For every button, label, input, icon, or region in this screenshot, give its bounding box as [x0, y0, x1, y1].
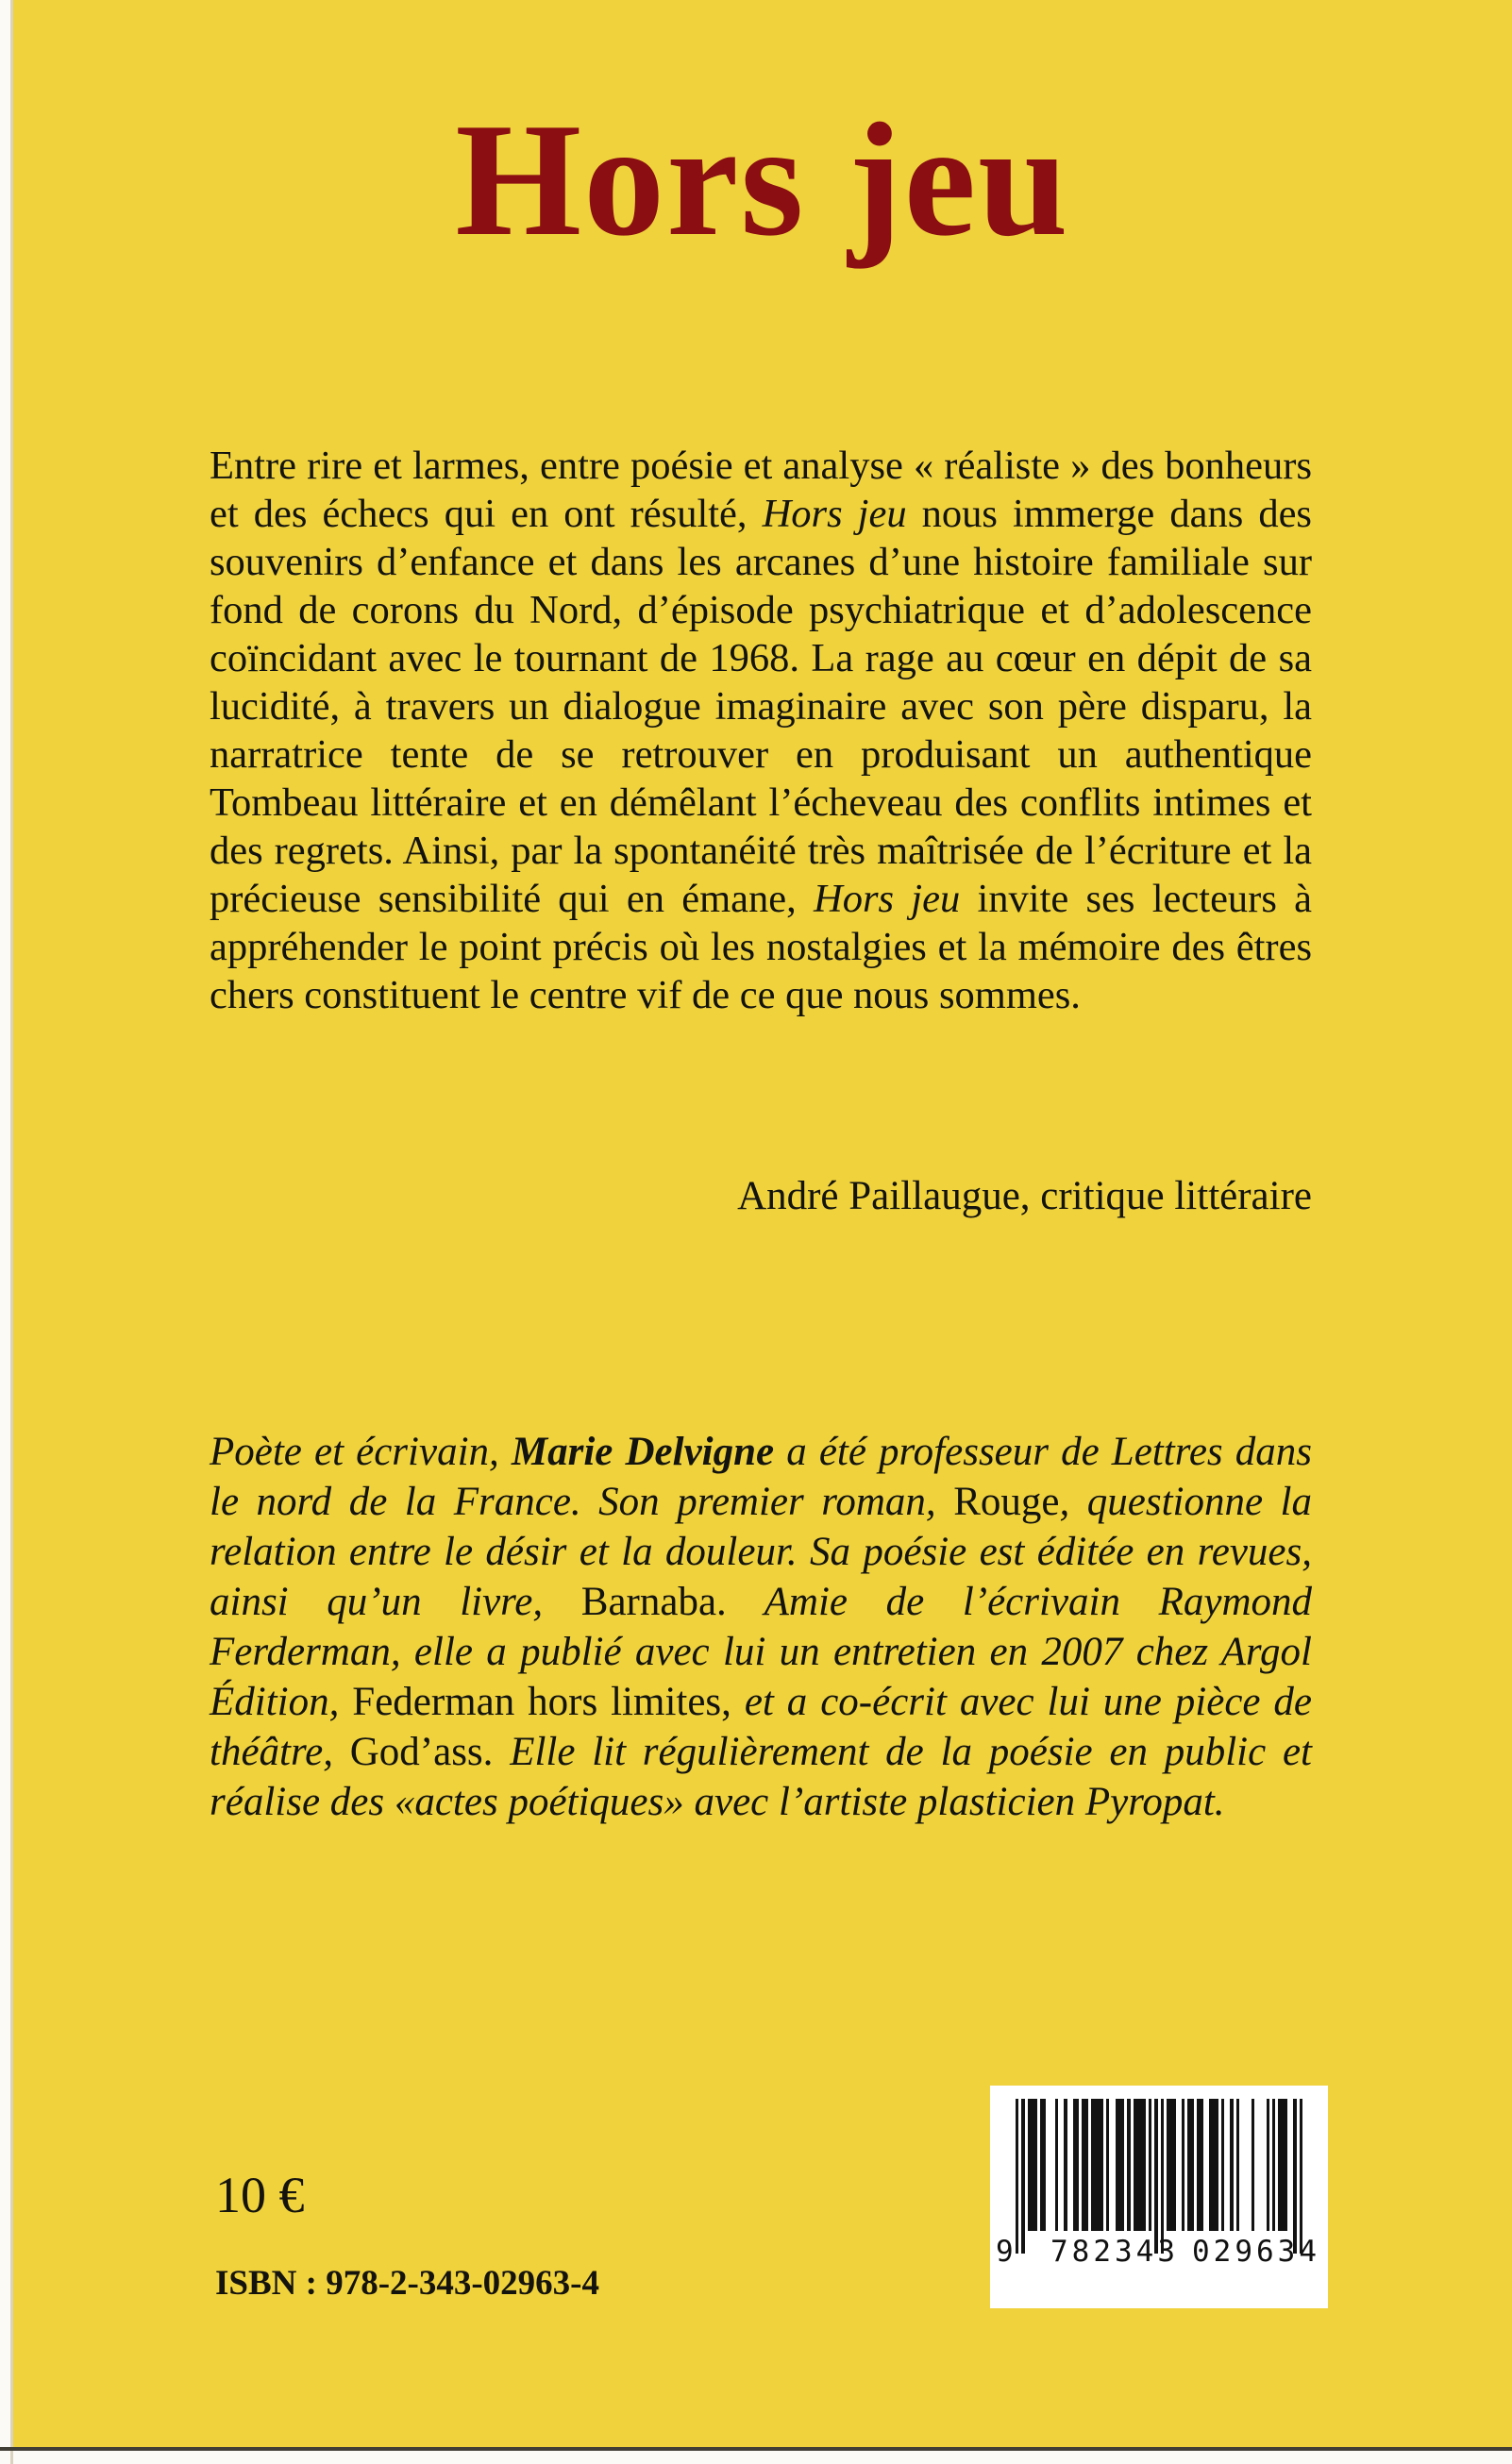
barcode-digits-left: 782343	[1050, 2235, 1179, 2269]
barcode-digits-right: 029634	[1192, 2235, 1320, 2269]
isbn-label: ISBN : 978-2-343-02963-4	[215, 2264, 599, 2303]
author-bio-paragraph: Poète et écrivain, Marie Delvigne a été professeur de Lettres dans le nord de la France. Son premier roman, Rouge, questionne la relation entre le désir et la douleur. Sa poésie est éditée en revues, ainsi qu’un livre, Barnaba. Amie de l’écrivain Raymond Ferderman, elle a publié avec lui un entretien en 2007 chez Argol Édition, Federman hors limites, et a co-écrit avec lui une pièce de théâtre, God’ass. Elle lit régulièrement de la poésie en public et réalise des «actes poétiques» avec l’artiste plasticien Pyropat.	[210, 1430, 1313, 1824]
barcode-digit-first: 9	[996, 2235, 1014, 2269]
critic-attribution: André Paillaugue, critique littéraire	[737, 1174, 1312, 1218]
scan-left-edge	[10, 0, 13, 2464]
barcode-bars	[1016, 2099, 1302, 2254]
synopsis-paragraph: Entre rire et larmes, entre poésie et analyse « réaliste » des bonheurs et des échecs qui en ont résulté, Hors jeu nous immerge dans des souvenirs d’enfance et dans les arcanes d’une histoire familiale sur fond de corons du Nord, d’épisode psychiatrique et d’adolescence coïncidant avec le tournant de 1968. La rage au cœur en dépit de sa lucidité, à travers un dialogue imaginaire avec son père disparu, la narratrice tente de se retrouver en produisant un authentique Tombeau littéraire et en démêlant l’écheveau des conflits intimes et des regrets. Ainsi, par la spontanéité très maîtrisée de l’écriture et la précieuse sensibilité qui en émane, Hors jeu invite ses lecteurs à appréhender le point précis où les nostalgies et la mémoire des êtres chers constituent le centre vif de ce que nous sommes.	[210, 444, 1312, 1017]
barcode	[990, 2086, 1328, 2308]
book-back-cover	[13, 0, 1512, 2447]
price-label: 10 €	[215, 2167, 305, 2223]
book-title: Hors jeu	[455, 91, 1070, 270]
scan-bottom-edge	[0, 2447, 1512, 2451]
